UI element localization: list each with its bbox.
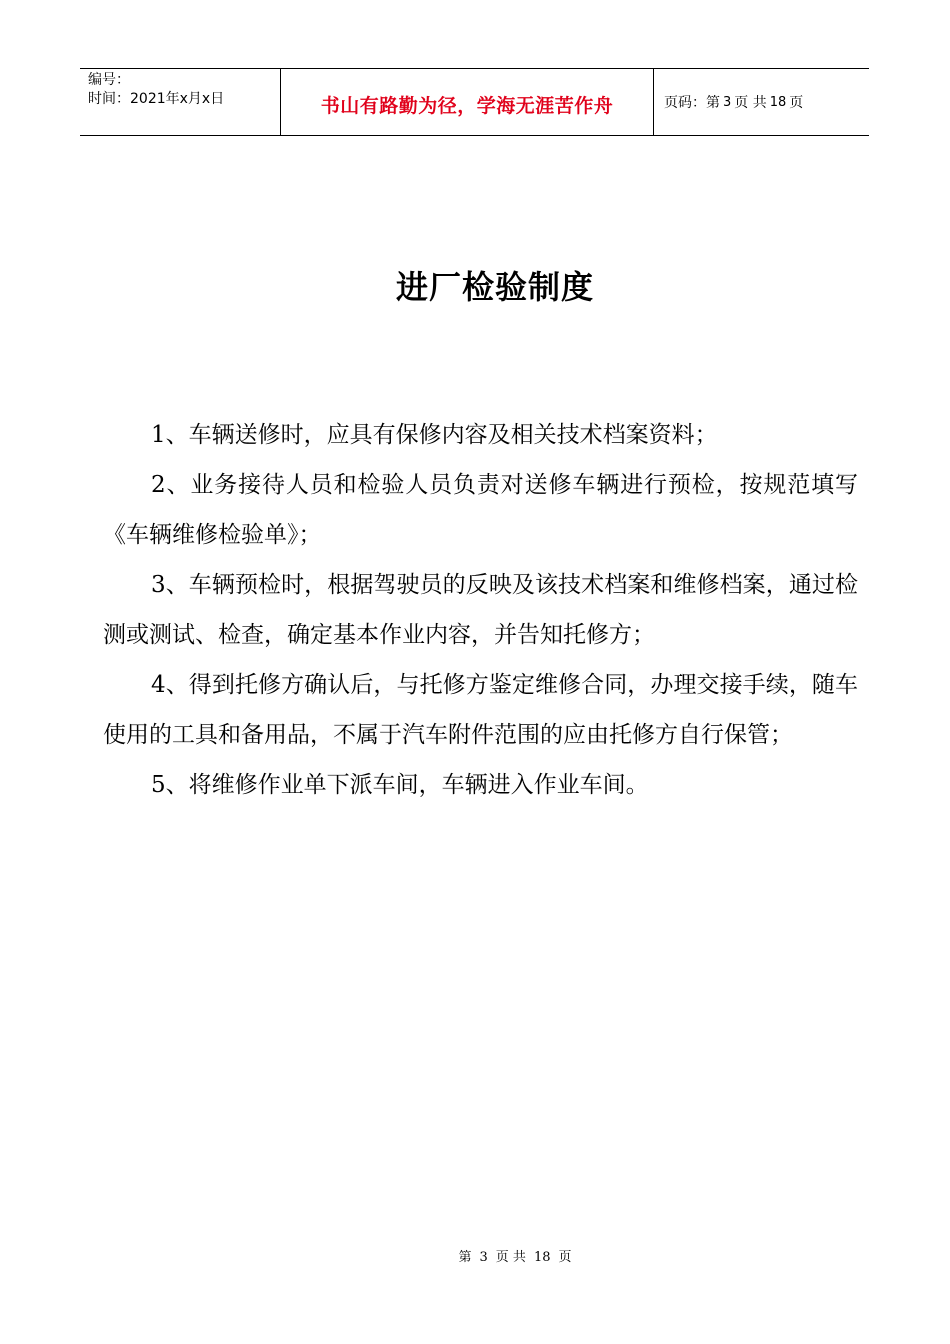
footer-mid: 页 共	[495, 1250, 526, 1265]
page-mid: 页 共	[734, 95, 767, 111]
footer-suffix: 页	[558, 1250, 572, 1265]
page-current: 3	[723, 94, 732, 110]
paragraph-3: 3、车辆预检时，根据驾驶员的反映及该技术档案和维修档案，通过检测或测试、检查，确定基本作业内容，并告知托修方；	[103, 572, 858, 648]
document-title: 进厂检验制度	[395, 268, 594, 306]
document-body	[103, 410, 858, 810]
footer-prefix: 第	[458, 1250, 472, 1265]
header-motto: 书山有路勤为径，学海无涯苦作舟	[320, 94, 614, 117]
footer-current: 3	[479, 1250, 488, 1265]
document-number-label: 编号：	[88, 72, 130, 88]
page-prefix: 页码：第	[664, 95, 720, 111]
document-time-label: 时间：2021年x月x日	[88, 91, 225, 107]
header-meta-cell	[80, 69, 281, 135]
paragraph-2: 2、业务接待人员和检验人员负责对送修车辆进行预检，按规范填写《车辆维修检验单》；	[103, 472, 858, 548]
footer-total: 18	[533, 1250, 551, 1265]
document-header	[80, 68, 869, 136]
header-page-cell	[654, 69, 869, 135]
paragraph-4: 4、得到托修方确认后，与托修方鉴定维修合同，办理交接手续，随车使用的工具和备用品，不属于汽车附件范围的应由托修方自行保管；	[103, 672, 858, 748]
page-total: 18	[769, 94, 787, 110]
header-motto-cell	[281, 69, 654, 135]
page-footer	[0, 1246, 950, 1265]
paragraph-5: 5、将维修作业单下派车间，车辆进入作业车间。	[151, 772, 649, 798]
paragraph-1: 1、车辆送修时，应具有保修内容及相关技术档案资料；	[151, 422, 718, 448]
page-suffix: 页	[789, 95, 804, 111]
